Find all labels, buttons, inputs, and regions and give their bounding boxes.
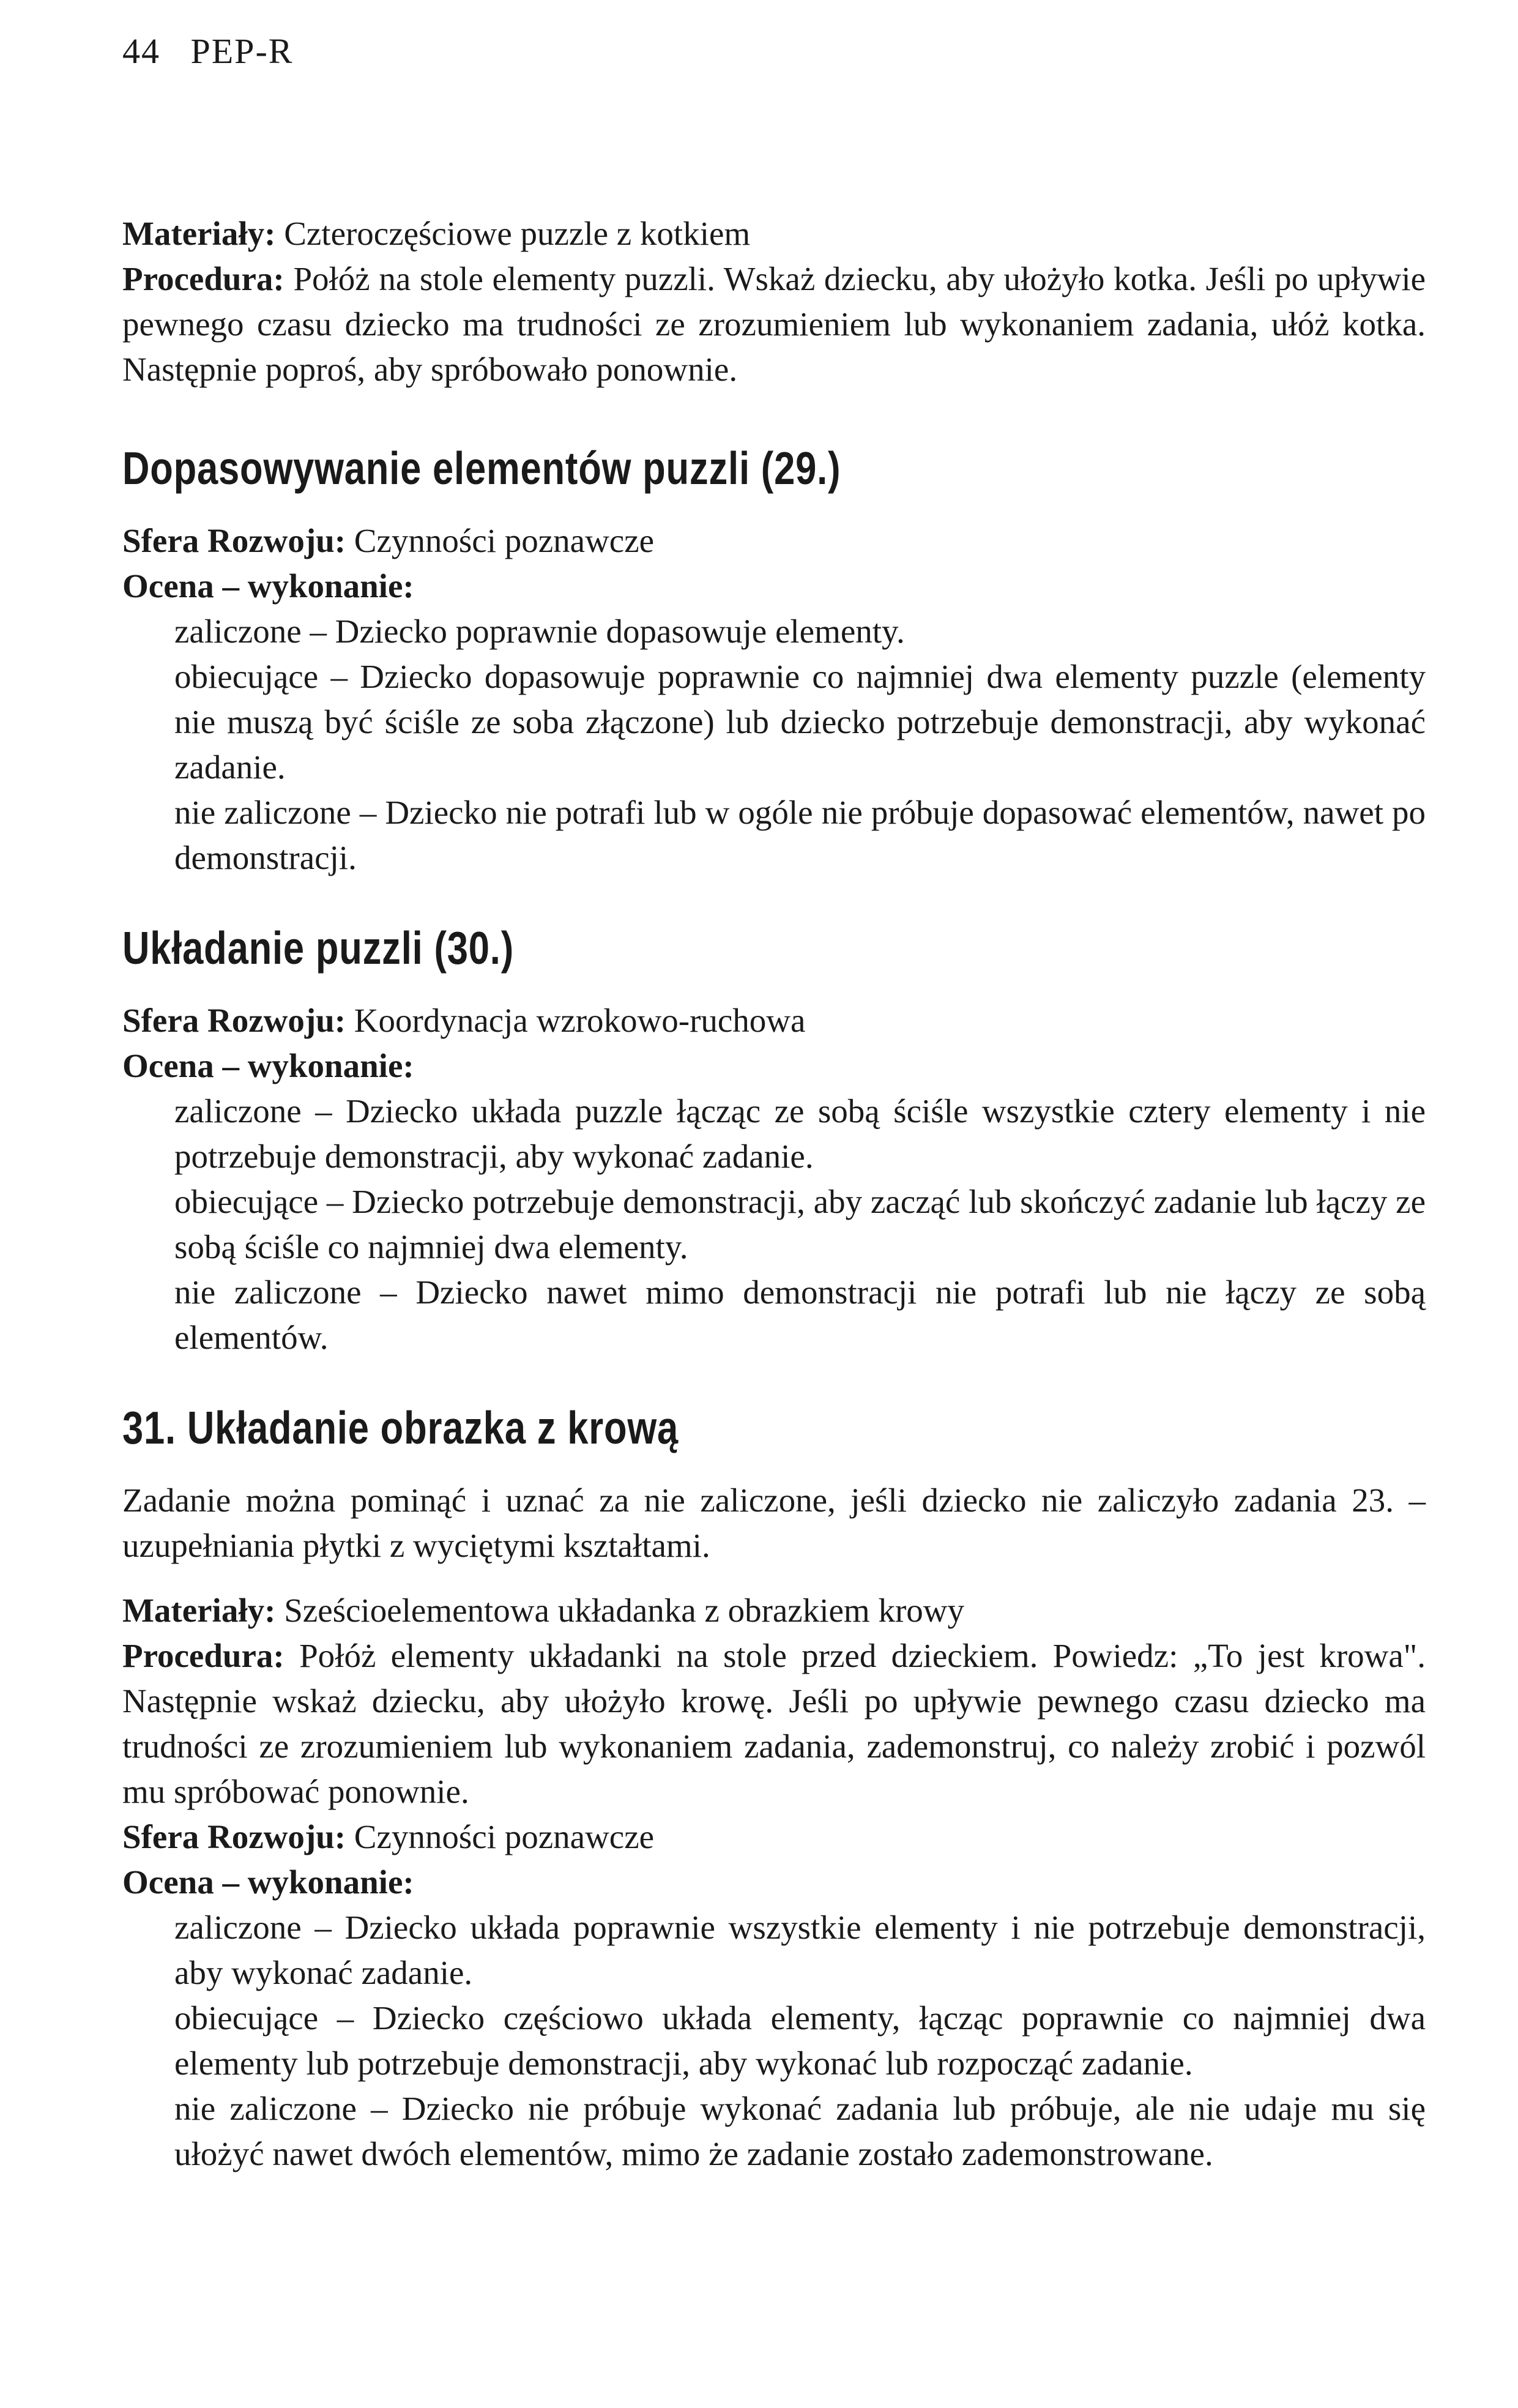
section-30-title: Układanie puzzli (30.)	[122, 922, 515, 974]
procedure-label: Procedura:	[122, 1637, 285, 1674]
procedure-paragraph	[122, 1633, 1426, 1814]
section-29-fail: nie zaliczone – Dziecko nie potrafi lub w ogóle nie próbuje dopasować elementów, nawet po demonstracji.	[174, 794, 1426, 876]
section-31-title: 31. Układanie obrazka z krową	[122, 1402, 679, 1453]
section-29-pass: zaliczone – Dziecko poprawnie dopasowuje elementy.	[174, 613, 905, 650]
sphere-label: Sfera Rozwoju:	[122, 522, 346, 559]
running-title: PEP-R	[190, 31, 294, 71]
assessment-label: Ocena – wykonanie:	[122, 1047, 414, 1084]
section-29-emerging: obiecujące – Dziecko dopasowuje poprawnie co najmniej dwa elementy puzzle (elementy nie muszą być ściśle ze soba złączone) lub dziecko potrzebuje demonstracji, aby wykonać zadanie.	[174, 658, 1426, 786]
section-30-pass: zaliczone – Dziecko układa puzzle łącząc ze sobą ściśle wszystkie cztery elementy i nie potrzebuje demonstracji, aby wykonać zadanie.	[174, 1092, 1426, 1175]
page-header	[122, 31, 293, 72]
sphere-label: Sfera Rozwoju:	[122, 1002, 346, 1039]
procedure-text: Połóż na stole elementy puzzli. Wskaż dziecku, aby ułożyło kotka. Jeśli po upływie pewnego czasu dziecko ma trudności ze zrozumieniem lub wykonaniem zadania, ułóż kotka. Następnie poproś, aby spróbowało ponownie.	[122, 260, 1426, 388]
section-31-fail: nie zaliczone – Dziecko nie próbuje wykonać zadania lub próbuje, ale nie udaje mu się ułożyć nawet dwóch elementów, mimo że zadanie zostało zademonstrowane.	[174, 2090, 1426, 2172]
page-content	[122, 211, 1426, 2177]
materials-label: Materiały:	[122, 215, 276, 252]
section-30-emerging: obiecujące – Dziecko potrzebuje demonstracji, aby zacząć lub skończyć zadanie lub łączy ze sobą ściśle co najmniej dwa elementy.	[174, 1183, 1426, 1266]
materials-line	[122, 211, 1426, 256]
assessment-label: Ocena – wykonanie:	[122, 567, 414, 605]
page-number: 44	[122, 31, 160, 71]
procedure-text: Połóż elementy układanki na stole przed dzieckiem. Powiedz: „To jest krowa". Następnie wskaż dziecku, aby ułożyło krowę. Jeśli po upływie pewnego czasu dziecko ma trudności ze zrozumieniem lub wykonaniem zadania, zademonstruj, co należy zrobić i pozwól mu spróbować ponownie.	[122, 1637, 1426, 1810]
materials-line	[122, 1588, 1426, 1633]
section-29-sphere	[122, 518, 1426, 564]
section-31-pass: zaliczone – Dziecko układa poprawnie wszystkie elementy i nie potrzebuje demonstracji, aby wykonać zadanie.	[174, 1909, 1426, 1991]
procedure-paragraph	[122, 256, 1426, 392]
section-29-title: Dopasowywanie elementów puzzli (29.)	[122, 442, 841, 494]
assessment-label: Ocena – wykonanie:	[122, 1863, 414, 1901]
section-31-intro: Zadanie można pominąć i uznać za nie zaliczone, jeśli dziecko nie zaliczyło zadania 23. – uzupełniania płytki z wyciętymi kształtami.	[122, 1482, 1426, 1564]
section-31-emerging: obiecujące – Dziecko częściowo układa elementy, łącząc poprawnie co najmniej dwa elementy lub potrzebuje demonstracji, aby wykonać lub rozpocząć zadanie.	[174, 1999, 1426, 2082]
procedure-label: Procedura:	[122, 260, 285, 297]
materials-text: Sześcioelementowa układanka z obrazkiem krowy	[284, 1592, 964, 1629]
sphere-label: Sfera Rozwoju:	[122, 1818, 346, 1855]
section-30-sphere	[122, 998, 1426, 1043]
section-31-sphere	[122, 1814, 1426, 1860]
sphere-text: Czynności poznawcze	[354, 1818, 655, 1855]
materials-text: Czteroczęściowe puzzle z kotkiem	[284, 215, 751, 252]
sphere-text: Koordynacja wzrokowo-ruchowa	[354, 1002, 806, 1039]
section-30-fail: nie zaliczone – Dziecko nawet mimo demonstracji nie potrafi lub nie łączy ze sobą elementów.	[174, 1273, 1426, 1356]
sphere-text: Czynności poznawcze	[354, 522, 655, 559]
materials-label: Materiały:	[122, 1592, 276, 1629]
